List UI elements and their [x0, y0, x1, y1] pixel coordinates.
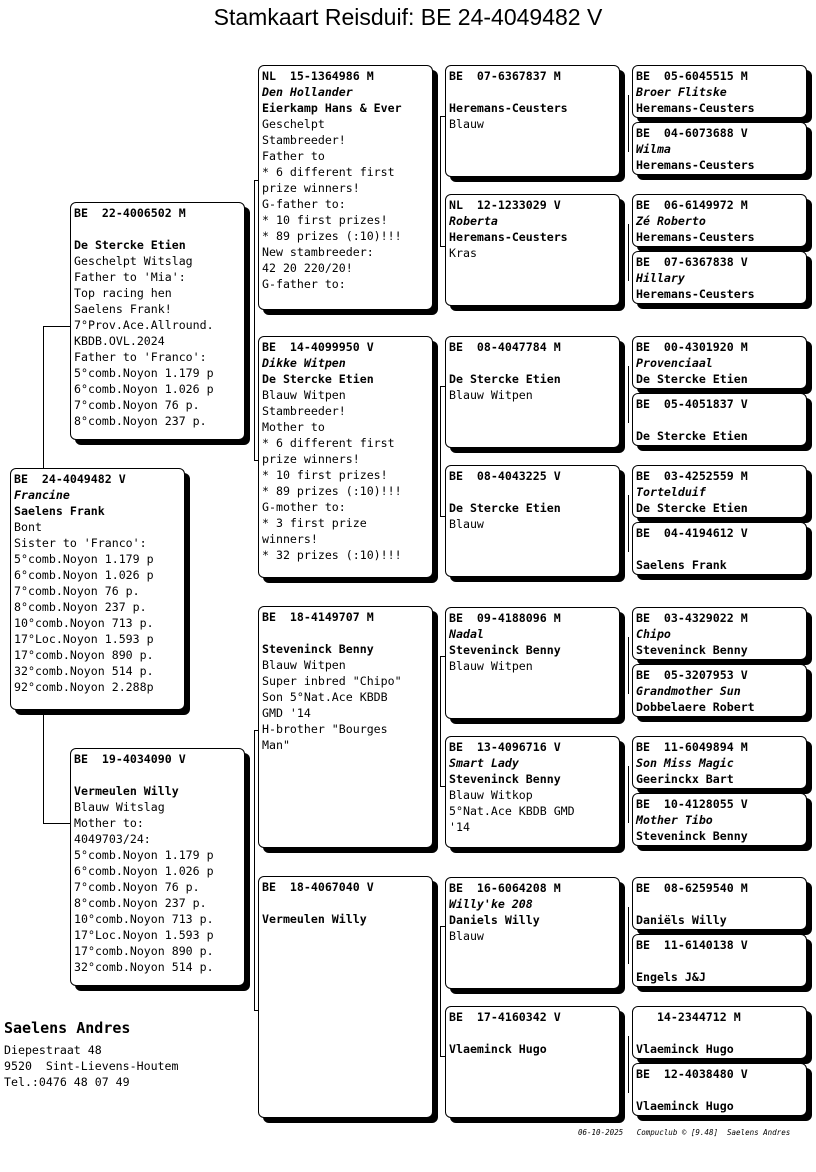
- breeder-name: De Stercke Etien: [449, 501, 561, 515]
- breeder-name: Vlaeminck Hugo: [636, 1099, 734, 1113]
- owner-phone: Tel.:0476 48 07 49: [4, 1075, 130, 1089]
- ring-number: BE 06-6149972 M: [636, 198, 748, 212]
- owner-city: 9520 Sint-Lievens-Houtem: [4, 1059, 179, 1073]
- ring-number: BE 08-4043225 V: [449, 469, 561, 483]
- info-line: prize winners!: [262, 452, 360, 466]
- info-line: Blauw Witpen: [449, 659, 533, 673]
- father-card: [70, 202, 245, 440]
- pigeon-name: Mother Tibo: [636, 813, 713, 827]
- info-line: prize winners!: [262, 181, 360, 195]
- info-line: 8°comb.Noyon 237 p.: [74, 414, 207, 428]
- breeder-name: Vlaeminck Hugo: [636, 1042, 734, 1056]
- ring-number: BE 04-4194612 V: [636, 526, 748, 540]
- info-line: G-father to:: [262, 277, 346, 291]
- ancestor-card: [632, 1063, 807, 1116]
- info-line: 8°comb.Noyon 237 p.: [14, 600, 147, 614]
- ancestor-card: [632, 736, 807, 789]
- breeder-name: Vermeulen Willy: [262, 912, 367, 926]
- breeder-name: Vermeulen Willy: [74, 784, 179, 798]
- info-line: 10°comb.Noyon 713 p.: [14, 616, 154, 630]
- info-line: 6°comb.Noyon 1.026 p: [74, 382, 214, 396]
- ring-number: BE 04-6073688 V: [636, 126, 748, 140]
- ring-number: BE 08-4047784 M: [449, 340, 561, 354]
- info-line: * 6 different first: [262, 165, 395, 179]
- breeder-name: Heremans-Ceusters: [636, 101, 755, 115]
- breeder-name: Eierkamp Hans & Ever: [262, 101, 402, 115]
- name-spacer: [636, 1025, 803, 1041]
- info-line: Saelens Frank!: [74, 302, 172, 316]
- great-grandparent-card: [445, 336, 620, 448]
- great-grandparent-card: [445, 1006, 620, 1118]
- info-line: 5°Nat.Ace KBDB GMD: [449, 804, 575, 818]
- info-line: Blauw Witpen: [262, 658, 346, 672]
- breeder-name: De Stercke Etien: [74, 238, 186, 252]
- ancestor-card: [632, 934, 807, 987]
- ancestor-card: [632, 465, 807, 518]
- info-line: 6°comb.Noyon 1.026 p: [14, 568, 154, 582]
- breeder-name: Heremans-Ceusters: [636, 230, 755, 244]
- maternal-grandfather-card: [258, 606, 433, 848]
- info-line: Kras: [449, 246, 477, 260]
- info-line: 17°comb.Noyon 890 p.: [14, 648, 154, 662]
- ring-number: BE 08-6259540 M: [636, 881, 748, 895]
- pigeon-name: Roberta: [449, 214, 498, 228]
- pigeon-name: Son Miss Magic: [636, 756, 734, 770]
- info-line: KBDB.OVL.2024: [74, 334, 165, 348]
- footer-credits: 06-10-2025 Compuclub © [9.48] Saelens Andres: [578, 1128, 791, 1137]
- ring-number: BE 24-4049482 V: [14, 472, 126, 486]
- page-title: Stamkaart Reisduif: BE 24-4049482 V: [213, 4, 603, 30]
- ring-number: BE 00-4301920 M: [636, 340, 748, 354]
- info-line: 32°comb.Noyon 514 p.: [14, 664, 154, 678]
- info-line: Blauw Witkop: [449, 788, 533, 802]
- info-line: G-mother to:: [262, 500, 346, 514]
- breeder-name: Dobbelaere Robert: [636, 700, 755, 714]
- breeder-name: Steveninck Benny: [636, 829, 748, 843]
- info-line: Father to: [262, 149, 325, 163]
- info-line: Blauw Witpen: [262, 388, 346, 402]
- info-line: '14: [449, 820, 470, 834]
- ring-number: BE 11-6140138 V: [636, 938, 748, 952]
- ring-number: NL 15-1364986 M: [262, 69, 374, 83]
- info-line: 32°comb.Noyon 514 p.: [74, 960, 214, 974]
- breeder-name: Engels J&J: [636, 970, 706, 984]
- breeder-name: Heremans-Ceusters: [636, 158, 755, 172]
- ring-number: BE 05-3207953 V: [636, 668, 748, 682]
- info-line: Super inbred "Chipo": [262, 674, 402, 688]
- info-line: 92°comb.Noyon 2.288p: [14, 680, 154, 694]
- info-line: 7°comb.Noyon 76 p.: [74, 880, 200, 894]
- pigeon-name: Francine: [14, 488, 70, 502]
- maternal-grandmother-card: [258, 876, 433, 1118]
- name-spacer: [74, 767, 241, 783]
- info-line: * 6 different first: [262, 436, 395, 450]
- info-line: 17°Loc.Noyon 1.593 p: [74, 928, 214, 942]
- info-line: Blauw Witpen: [449, 388, 533, 402]
- info-line: * 3 first prize: [262, 516, 367, 530]
- ring-number: BE 11-6049894 M: [636, 740, 748, 754]
- great-grandparent-card: [445, 877, 620, 989]
- ring-number: BE 05-6045515 M: [636, 69, 748, 83]
- ring-number: BE 13-4096716 V: [449, 740, 561, 754]
- name-spacer: [449, 84, 616, 100]
- ring-number: BE 10-4128055 V: [636, 797, 748, 811]
- info-line: H-brother "Bourges: [262, 722, 388, 736]
- info-line: 6°comb.Noyon 1.026 p: [74, 864, 214, 878]
- great-grandparent-card: [445, 65, 620, 177]
- pigeon-name: Broer Flitske: [636, 85, 727, 99]
- great-grandparent-card: [445, 465, 620, 577]
- ancestor-card: [632, 194, 807, 247]
- info-line: winners!: [262, 532, 318, 546]
- info-line: 8°comb.Noyon 237 p.: [74, 896, 207, 910]
- breeder-name: Heremans-Ceusters: [449, 230, 568, 244]
- pigeon-name: Smart Lady: [449, 756, 519, 770]
- breeder-name: Heremans-Ceusters: [449, 101, 568, 115]
- breeder-name: De Stercke Etien: [262, 372, 374, 386]
- info-line: Blauw: [449, 517, 484, 531]
- ring-number: BE 12-4038480 V: [636, 1067, 748, 1081]
- ring-number: BE 22-4006502 M: [74, 206, 186, 220]
- ring-number: BE 07-6367837 M: [449, 69, 561, 83]
- breeder-name: Saelens Frank: [636, 558, 727, 572]
- paternal-grandmother-card: [258, 336, 433, 578]
- breeder-name: Steveninck Benny: [636, 643, 748, 657]
- ring-number: BE 09-4188096 M: [449, 611, 561, 625]
- ring-number: BE 18-4149707 M: [262, 610, 374, 624]
- info-line: 7°comb.Noyon 76 p.: [14, 584, 140, 598]
- ring-number: 14-2344712 M: [636, 1010, 741, 1024]
- breeder-name: Steveninck Benny: [449, 772, 561, 786]
- great-grandparent-card: [445, 194, 620, 306]
- name-spacer: [636, 412, 803, 428]
- info-line: Stambreeder!: [262, 133, 346, 147]
- breeder-name: Daniëls Willy: [636, 913, 727, 927]
- owner-block: [4, 1018, 179, 1090]
- ancestor-card: [632, 65, 807, 118]
- ring-number: BE 03-4329022 M: [636, 611, 748, 625]
- ancestor-card: [632, 1006, 807, 1059]
- info-line: Man": [262, 738, 290, 752]
- breeder-name: Steveninck Benny: [262, 642, 374, 656]
- ancestor-card: [632, 793, 807, 846]
- info-line: Blauw Witslag: [74, 800, 165, 814]
- name-spacer: [636, 541, 803, 557]
- pigeon-name: Zé Roberto: [636, 214, 706, 228]
- ring-number: BE 17-4160342 V: [449, 1010, 561, 1024]
- pigeon-name: Provenciaal: [636, 356, 713, 370]
- mother-card: [70, 748, 245, 986]
- breeder-name: Steveninck Benny: [449, 643, 561, 657]
- pigeon-name: Wilma: [636, 142, 671, 156]
- info-line: * 89 prizes (:10)!!!: [262, 484, 402, 498]
- info-line: 7°comb.Noyon 76 p.: [74, 398, 200, 412]
- subject-pigeon-card: [10, 468, 185, 710]
- breeder-name: De Stercke Etien: [449, 372, 561, 386]
- info-line: * 89 prizes (:10)!!!: [262, 229, 402, 243]
- pigeon-name: Den Hollander: [262, 85, 353, 99]
- pigeon-name: Nadal: [449, 627, 484, 641]
- ring-number: BE 05-4051837 V: [636, 397, 748, 411]
- info-line: 5°comb.Noyon 1.179 p: [14, 552, 154, 566]
- info-line: Stambreeder!: [262, 404, 346, 418]
- info-line: Sister to 'Franco':: [14, 536, 147, 550]
- breeder-name: Saelens Frank: [14, 504, 105, 518]
- info-line: 4049703/24:: [74, 832, 151, 846]
- name-spacer: [449, 355, 616, 371]
- info-line: * 10 first prizes!: [262, 213, 388, 227]
- ancestor-card: [632, 251, 807, 304]
- pigeon-name: Tortelduif: [636, 485, 706, 499]
- info-line: Mother to: [262, 420, 325, 434]
- name-spacer: [74, 221, 241, 237]
- info-line: G-father to:: [262, 197, 346, 211]
- info-line: Top racing hen: [74, 286, 172, 300]
- breeder-name: Vlaeminck Hugo: [449, 1042, 547, 1056]
- name-spacer: [449, 484, 616, 500]
- ring-number: BE 19-4034090 V: [74, 752, 186, 766]
- ring-number: BE 14-4099950 V: [262, 340, 374, 354]
- info-line: 17°Loc.Noyon 1.593 p: [14, 632, 154, 646]
- ring-number: BE 16-6064208 M: [449, 881, 561, 895]
- info-line: 42 20 220/20!: [262, 261, 353, 275]
- ancestor-card: [632, 336, 807, 389]
- info-line: * 32 prizes (:10)!!!: [262, 548, 402, 562]
- pigeon-name: Willy'ke 208: [449, 897, 533, 911]
- ancestor-card: [632, 393, 807, 446]
- info-line: 5°comb.Noyon 1.179 p: [74, 366, 214, 380]
- info-line: * 10 first prizes!: [262, 468, 388, 482]
- great-grandparent-card: [445, 607, 620, 719]
- name-spacer: [636, 953, 803, 969]
- owner-name: Saelens Andres: [4, 1019, 131, 1037]
- info-line: Son 5°Nat.Ace KBDB: [262, 690, 388, 704]
- breeder-name: Daniels Willy: [449, 913, 540, 927]
- name-spacer: [262, 895, 429, 911]
- breeder-name: Heremans-Ceusters: [636, 287, 755, 301]
- breeder-name: Geerinckx Bart: [636, 772, 734, 786]
- info-line: Mother to:: [74, 816, 144, 830]
- pigeon-name: Chipo: [636, 627, 671, 641]
- info-line: 7°Prov.Ace.Allround.: [74, 318, 214, 332]
- great-grandparent-card: [445, 736, 620, 848]
- owner-street: Diepestraat 48: [4, 1043, 102, 1057]
- name-spacer: [636, 896, 803, 912]
- info-line: 10°comb.Noyon 713 p.: [74, 912, 214, 926]
- name-spacer: [636, 1082, 803, 1098]
- breeder-name: De Stercke Etien: [636, 501, 748, 515]
- breeder-name: De Stercke Etien: [636, 429, 748, 443]
- paternal-grandfather-card: [258, 65, 433, 310]
- ancestor-card: [632, 607, 807, 660]
- ancestor-card: [632, 122, 807, 175]
- info-line: GMD '14: [262, 706, 311, 720]
- breeder-name: De Stercke Etien: [636, 372, 748, 386]
- name-spacer: [262, 625, 429, 641]
- info-line: Blauw: [449, 117, 484, 131]
- info-line: New stambreeder:: [262, 245, 374, 259]
- info-line: Geschelpt Witslag: [74, 254, 193, 268]
- ancestor-card: [632, 877, 807, 930]
- ring-number: NL 12-1233029 V: [449, 198, 561, 212]
- info-line: Father to 'Franco':: [74, 350, 207, 364]
- info-line: 17°comb.Noyon 890 p.: [74, 944, 214, 958]
- info-line: Father to 'Mia':: [74, 270, 186, 284]
- info-line: Geschelpt: [262, 117, 325, 131]
- ancestor-card: [632, 664, 807, 717]
- ring-number: BE 03-4252559 M: [636, 469, 748, 483]
- info-line: Bont: [14, 520, 42, 534]
- info-line: Blauw: [449, 929, 484, 943]
- ring-number: BE 18-4067040 V: [262, 880, 374, 894]
- info-line: 5°comb.Noyon 1.179 p: [74, 848, 214, 862]
- pigeon-name: Dikke Witpen: [262, 356, 346, 370]
- ancestor-card: [632, 522, 807, 575]
- ring-number: BE 07-6367838 V: [636, 255, 748, 269]
- pigeon-name: Grandmother Sun: [636, 684, 741, 698]
- pigeon-name: Hillary: [636, 271, 685, 285]
- name-spacer: [449, 1025, 616, 1041]
